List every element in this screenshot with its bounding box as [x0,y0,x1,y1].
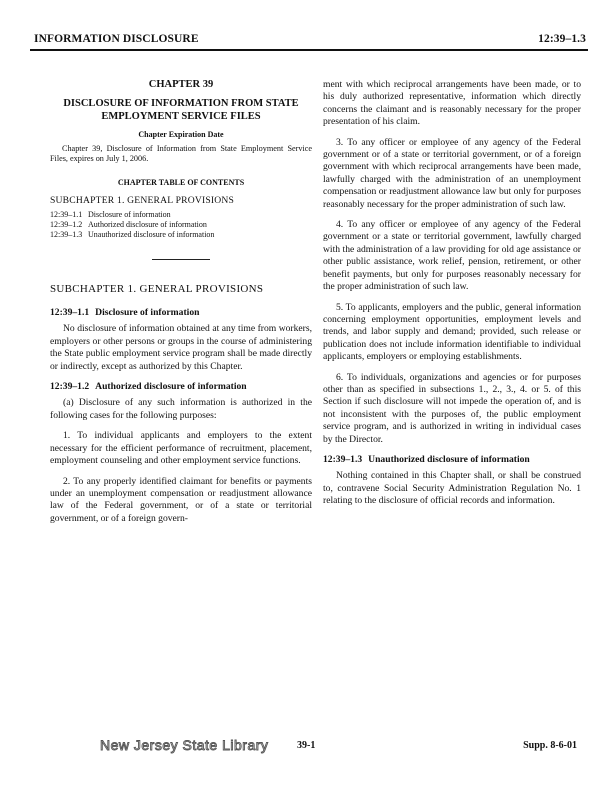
subchapter-heading: SUBCHAPTER 1. GENERAL PROVISIONS [50,282,264,295]
toc-subchapter: SUBCHAPTER 1. GENERAL PROVISIONS [50,195,235,207]
expiration-text: Chapter 39, Disclosure of Information from State Employment Service Files, expires on July 1, 2006. [50,143,312,164]
section-heading [50,381,312,393]
section-heading [50,307,312,319]
right-column [323,79,581,516]
section-title: Disclosure of information [95,307,200,319]
toc-title: CHAPTER TABLE OF CONTENTS [117,177,245,187]
paragraph: No disclosure of information obtained at any time from workers, employers or other persons or groups in the course of administering the State public employment service program shall be made directly or indirectly, except as authorized by this Chapter. [50,323,312,372]
toc-item-text: Unauthorized disclosure of information [88,229,215,239]
header-section-range: 12:39–1.3 [538,33,586,45]
section-title: Unauthorized disclosure of information [368,453,530,465]
toc-item-number: 12:39–1.1 [50,209,83,219]
toc-item-number: 12:39–1.2 [50,219,83,229]
left-column [50,79,312,525]
paragraph: 4. To any officer or employee of any agency of the Federal government or a state or territorial government, lawfully charged with the administration of a law providing for old age assistance or other public assistance, work relief, pension, retirement, or other benefit payments, but only for purposes reasonably necessary for the proper administration of such law. [323,219,581,293]
header-title: INFORMATION DISCLOSURE [34,33,199,45]
paragraph: 3. To any officer or employee of any agency of the Federal government or of a state or territorial government, or of a foreign government with which reciprocal arrangements have been made, lawfully charged with the administration of an unemployment compensation or readjustment allowance law but only for purposes reasonably necessary for the proper administration of such law. [323,136,581,210]
chapter-number: CHAPTER 39 [148,79,214,90]
section-title: Authorized disclosure of information [95,381,247,393]
paragraph: ment with which reciprocal arrangements have been made, or to his duly authorized representative, information which directly concerns the claimant and is reasonably necessary for the proper presentation of his claim. [323,79,581,128]
chapter-title-line2: EMPLOYMENT SERVICE FILES [101,111,261,123]
toc-item-text: Authorized disclosure of information [88,219,207,229]
paragraph: (a) Disclosure of any such information is authorized in the following cases for the following purposes: [50,397,312,421]
section-number: 12:39–1.3 [323,453,363,465]
section-divider [152,259,210,260]
toc-item-text: Disclosure of information [88,209,171,219]
toc-item [50,230,312,240]
chapter-title [50,97,312,123]
expiration-title: Chapter Expiration Date [138,130,224,140]
toc-list [50,210,312,240]
toc-item [50,220,312,230]
running-header [30,31,588,51]
toc-item-number: 12:39–1.3 [50,229,83,239]
paragraph: 1. To individual applicants and employers to the extent necessary for the efficient performance of recruitment, placement, employment counseling and other employment service functions. [50,430,312,467]
section-heading [323,454,581,466]
paragraph: 2. To any properly identified claimant for benefits or payments under an unemployment compensation or readjustment allowance law of the Federal government, or of a state or territorial government, or of a foreign govern- [50,475,312,524]
section-number: 12:39–1.1 [50,307,90,319]
paragraph: 5. To applicants, employers and the public, general information concerning employment opportunities, employment levels and trends, and labor supply and demand; provided, such release or publication does not include information identifiable to individual applicants, employers or employing establishments. [323,301,581,363]
library-watermark: New Jersey State Library [100,737,269,753]
paragraph: 6. To individuals, organizations and agencies or for purposes other than as specified in subsections 1., 2., 3., 4. or 5. of this Section if such disclosure will not impede the operation of, and is not inconsistent with the purposes of, the public employment service program, and is authorized in writing in individual cases by the Director. [323,371,581,445]
page-number: 39-1 [297,740,316,751]
paragraph: Nothing contained in this Chapter shall, or shall be construed to, contravene Social Security Administration Regulation No. 1 relating to the disclosure of official records and information. [323,470,581,507]
section-number: 12:39–1.2 [50,381,90,393]
toc-item [50,210,312,220]
supplement-date: Supp. 8-6-01 [523,740,577,751]
chapter-title-line1: DISCLOSURE OF INFORMATION FROM STATE [63,98,299,110]
